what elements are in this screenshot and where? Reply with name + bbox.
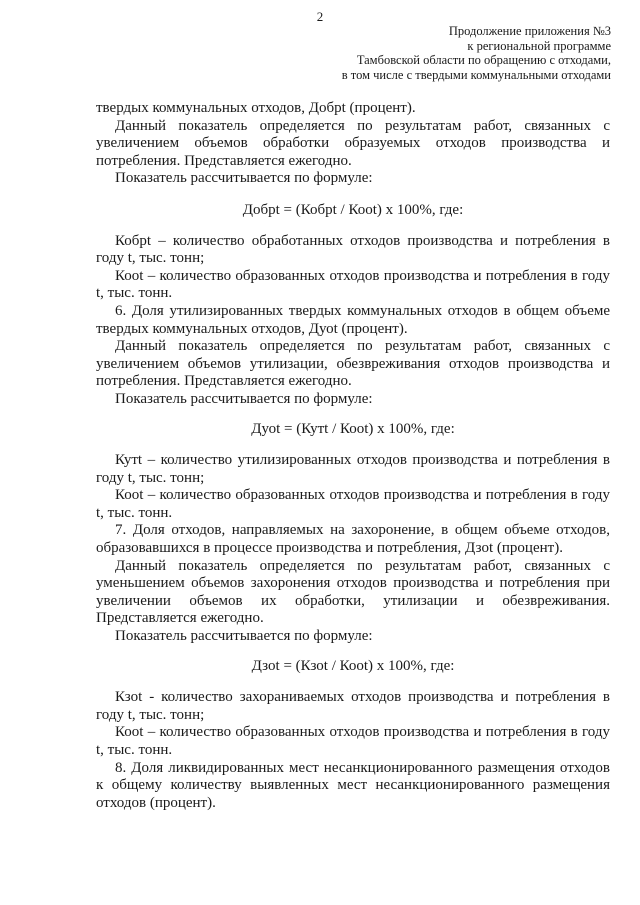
header-line: к региональной программе — [467, 38, 611, 53]
numbered-item: 6. Доля утилизированных твердых коммунальных отходов в общем объеме твердых коммунальных отходов, Дуоt (процент). — [96, 302, 610, 337]
header-line: в том числе с твердыми коммунальными отходами — [341, 67, 611, 82]
definition: Кутt – количество утилизированных отходов производства и потребления в году t, тыс. тонн; — [96, 452, 610, 486]
formula: Добрt = (Кобрt / Кооt) х 100%, где: — [242, 201, 464, 218]
paragraph: Данный показатель определяется по результатам работ, связанных с уменьшением объемов захоронения отходов производства и потребления при увеличении объемов их обработки, утилизации и обезвреживания. Представляется ежегодно. — [96, 557, 610, 627]
paragraph: Показатель рассчитывается по формуле: — [115, 628, 373, 645]
paragraph: Данный показатель определяется по результатам работ, связанных с увеличением объемов утилизации, обезвреживания отходов производства и потребления. Представляется ежегодно. — [96, 338, 610, 390]
definition: Кооt – количество образованных отходов производства и потребления в году t, тыс. тонн. — [96, 487, 610, 521]
formula: Дзоt = (Кзоt / Кооt) х 100%, где: — [251, 657, 455, 674]
paragraph: Показатель рассчитывается по формуле: — [115, 170, 373, 187]
paragraph: Показатель рассчитывается по формуле: — [115, 390, 373, 407]
page-number: 2 — [316, 9, 324, 24]
numbered-item: 7. Доля отходов, направляемых на захоронение, в общем объеме отходов, образовавшихся в процессе производства и потребления, Дзоt (процент). — [96, 522, 610, 557]
numbered-item: 8. Доля ликвидированных мест несанкционированного размещения отходов к общему количеству выявленных мест несанкционированного размещения отходов (процент). — [96, 759, 610, 811]
definition: Кооt – количество образованных отходов производства и потребления в году t, тыс. тонн. — [96, 267, 610, 302]
header-line: Продолжение приложения №3 — [448, 24, 611, 38]
document-body — [96, 100, 610, 812]
paragraph: Данный показатель определяется по результатам работ, связанных с увеличением объемов обработки образуемых отходов производства и потребления. Представляется ежегодно. — [96, 117, 610, 169]
definition: Кооt – количество образованных отходов производства и потребления в году t, тыс. тонн. — [96, 724, 610, 758]
header-line: Тамбовской области по обращению с отходами, — [356, 53, 611, 67]
paragraph: твердых коммунальных отходов, Добрt (процент). — [96, 100, 416, 116]
appendix-header — [342, 24, 611, 82]
formula: Дуоt = (Кутt / Кооt) х 100%, где: — [251, 420, 455, 437]
definition: Кобрt – количество обработанных отходов производства и потребления в году t, тыс. тонн; — [96, 232, 610, 267]
definition: Кзоt - количество захораниваемых отходов производства и потребления в году t, тыс. тонн; — [96, 689, 610, 723]
